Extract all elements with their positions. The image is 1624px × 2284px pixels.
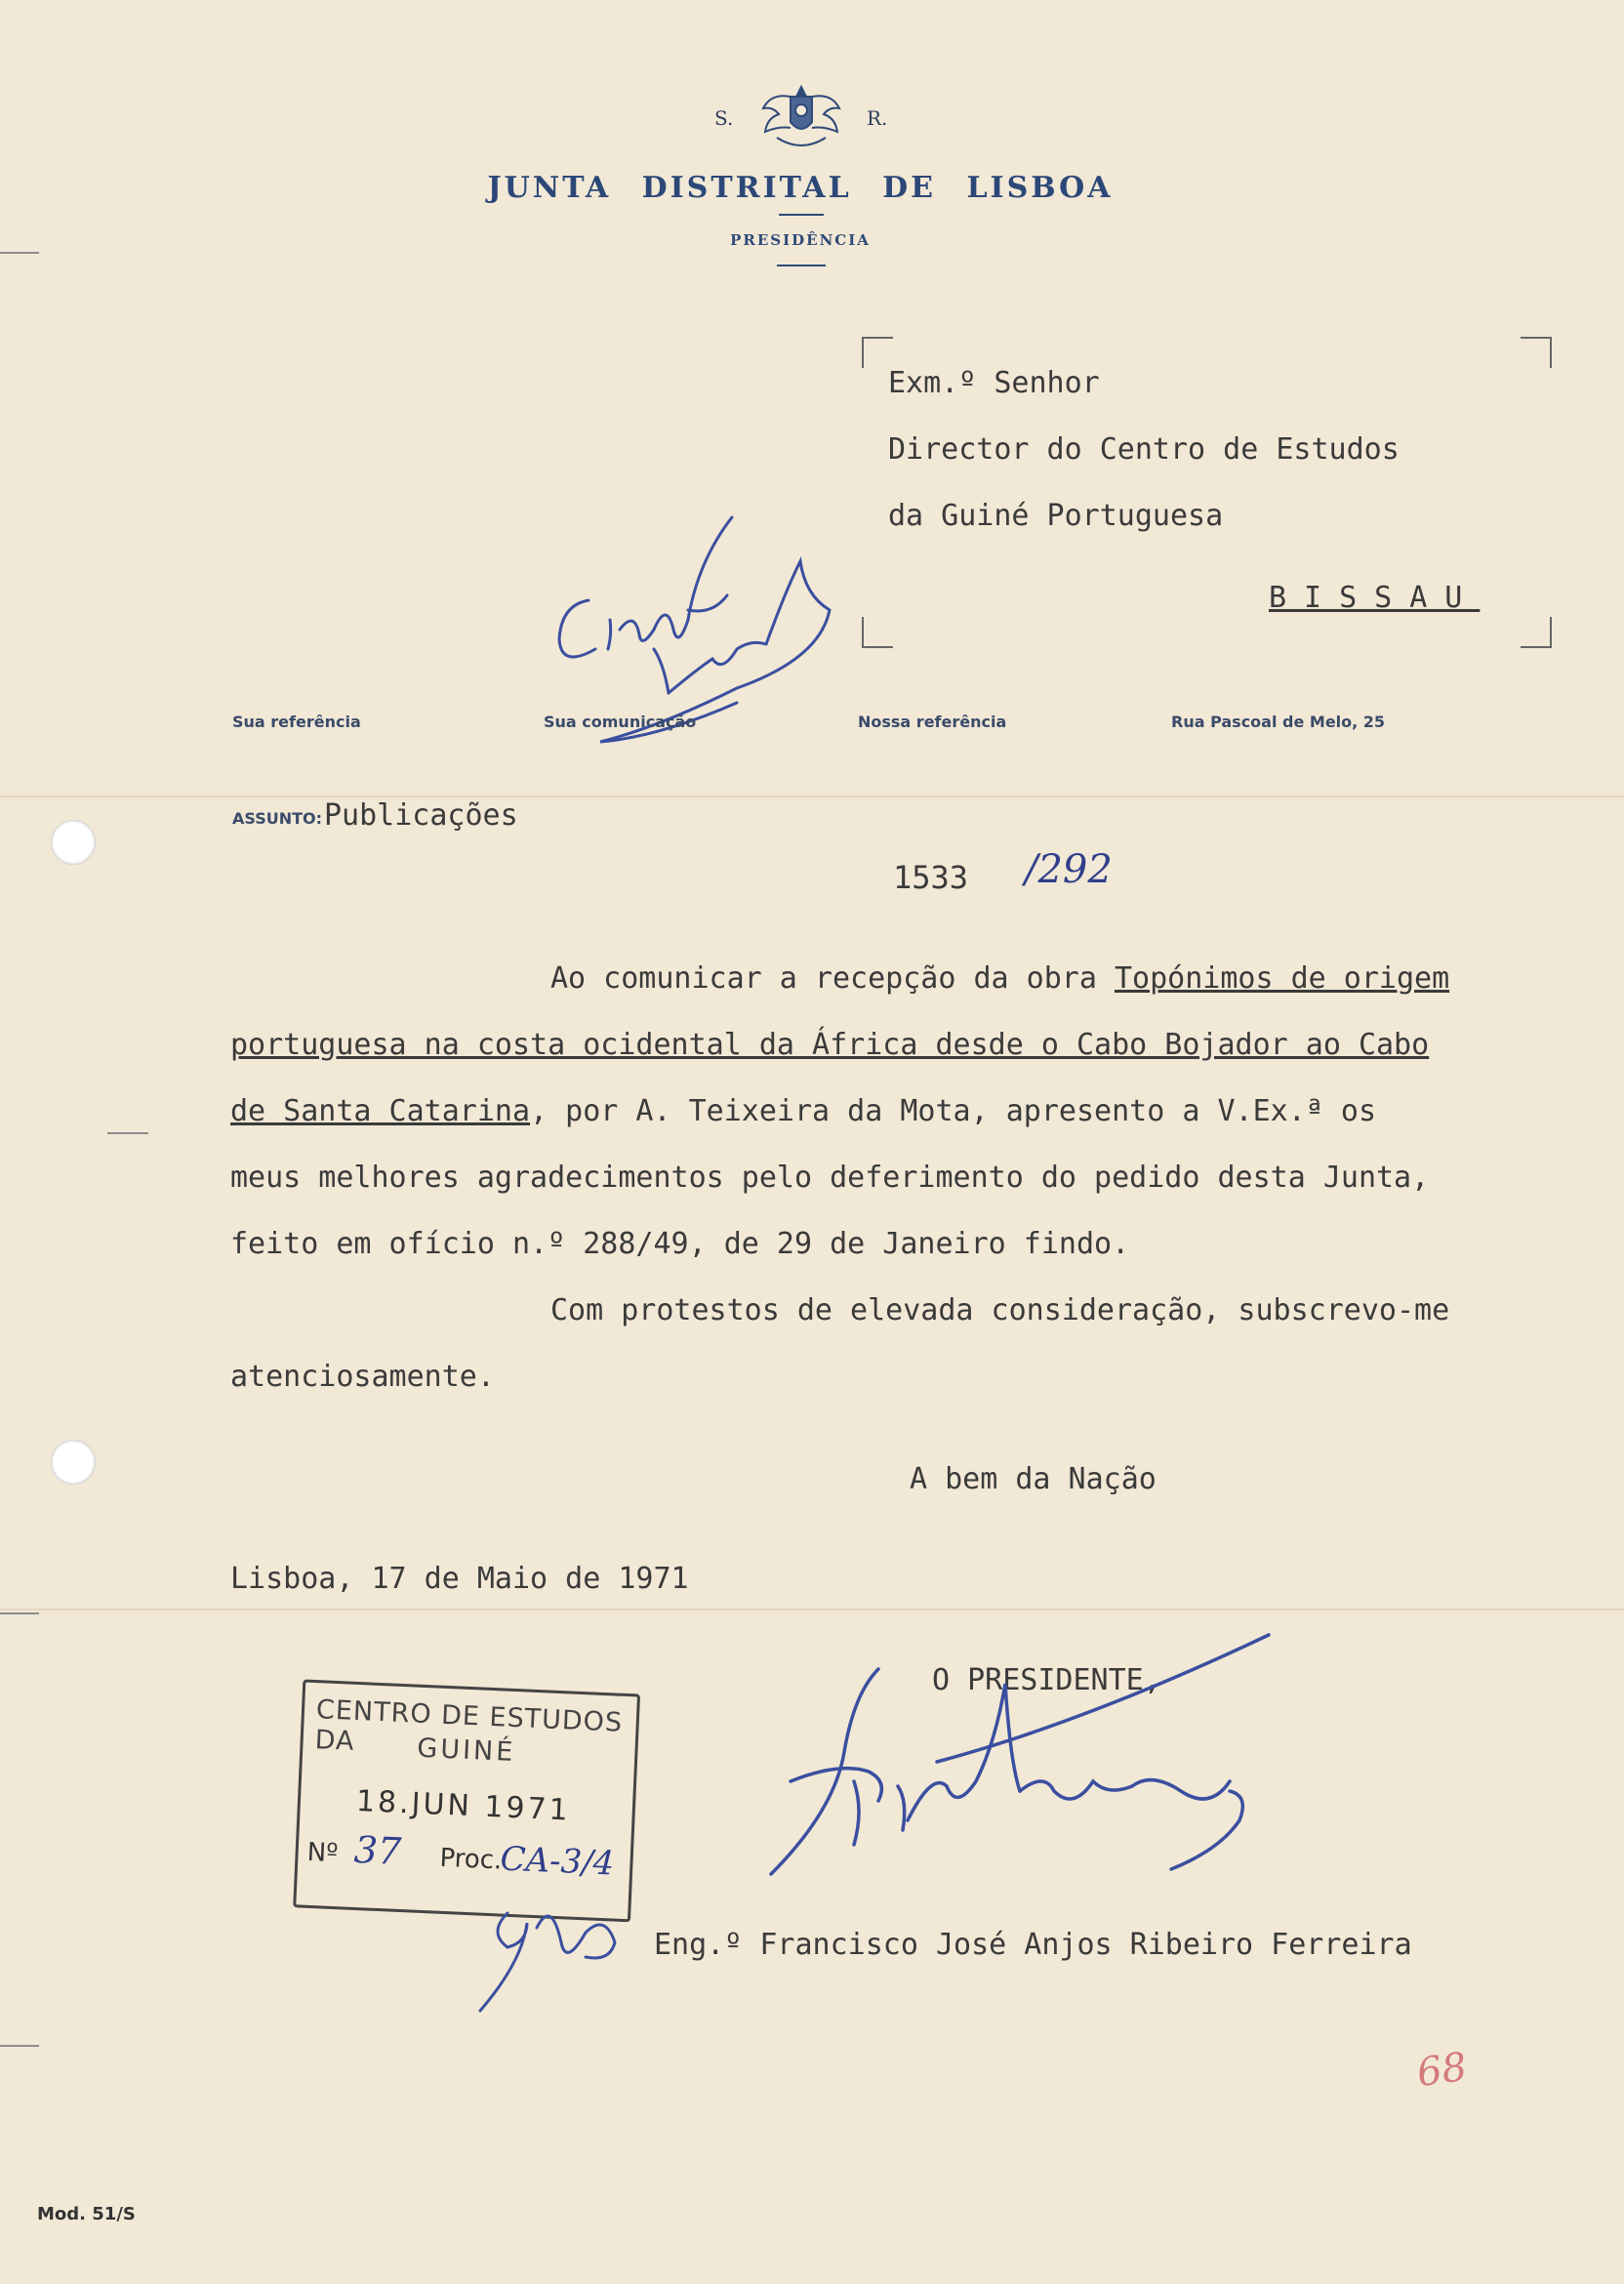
body-line-3: de Santa Catarina, por A. Teixeira da Mota, apresento a V.Ex.ª os [230, 1094, 1376, 1128]
stamp-number-label: Nº [306, 1837, 339, 1869]
signatory-name: Eng.º Francisco José Anjos Ribeiro Ferreira [654, 1928, 1412, 1962]
assunto-label: ASSUNTO: [232, 809, 323, 828]
closing-salutation: A bem da Nação [910, 1462, 1157, 1496]
body-line-6: Com protestos de elevada consideração, subscrevo-me [550, 1293, 1450, 1327]
field-nossa-referencia: Nossa referência [858, 713, 1007, 731]
letterhead-divider [779, 214, 824, 216]
field-sua-referencia: Sua referência [232, 713, 361, 731]
letterhead-s: S. [714, 106, 734, 130]
reference-number-typed: 1533 [893, 859, 969, 896]
recipient-line-2: Director do Centro de Estudos [888, 432, 1400, 467]
edge-mark [0, 1612, 39, 1614]
edge-mark [107, 1132, 148, 1134]
stamp-date: 18.JUN 1971 [355, 1783, 572, 1828]
address-window-corner [862, 617, 893, 648]
punch-hole [51, 820, 96, 865]
stamp-number-value: 37 [352, 1827, 403, 1874]
field-sua-comunicacao: Sua comunicação [544, 713, 697, 731]
address-window-corner [1521, 617, 1552, 648]
recipient-city: BISSAU [1269, 581, 1481, 615]
coat-of-arms-icon [757, 83, 845, 156]
paper-fold-line [0, 795, 1624, 797]
archive-page-number: 68 [1414, 2044, 1470, 2097]
punch-hole [51, 1440, 96, 1485]
edge-mark [0, 252, 39, 254]
form-code: Mod. 51/S [37, 2204, 136, 2224]
body-line-2: portuguesa na costa ocidental da África desde o Cabo Bojador ao Cabo [230, 1028, 1430, 1062]
president-signature [761, 1625, 1279, 1889]
place-and-date: Lisboa, 17 de Maio de 1971 [230, 1562, 689, 1596]
book-title-part-3: de Santa Catarina [230, 1094, 531, 1128]
organization-name: JUNTA DISTRITAL DE LISBOA [487, 171, 1114, 205]
body-line-4: meus melhores agradecimentos pelo deferimento do pedido desta Junta, [230, 1161, 1430, 1195]
recipient-line-1: Exm.º Senhor [888, 366, 1100, 400]
field-address: Rua Pascoal de Melo, 25 [1171, 713, 1386, 731]
paper-fold-line [0, 1609, 1624, 1611]
stamp-process-value: CA-3/4 [499, 1839, 616, 1884]
address-window-corner [862, 337, 893, 368]
stamp-institution-line-1: CENTRO DE ESTUDOS DA [314, 1694, 624, 1757]
reference-number-handwritten: /292 [1025, 847, 1113, 892]
body-line-5: feito em ofício n.º 288/49, de 29 de Janeiro findo. [230, 1227, 1130, 1261]
signatory-title: O PRESIDENTE, [932, 1663, 1161, 1697]
recipient-line-3: da Guiné Portuguesa [888, 499, 1224, 533]
assunto-value: Publicações [324, 798, 518, 833]
edge-mark [0, 2045, 39, 2047]
body-line-7: atenciosamente. [230, 1360, 495, 1394]
body-line-1: Ao comunicar a recepção da obra Topónimos de origem [550, 961, 1450, 996]
stamp-process-label: Proc. [438, 1843, 503, 1876]
letterhead-r: R. [867, 106, 888, 130]
letterhead-divider [777, 265, 826, 266]
department-name: PRESIDÊNCIA [730, 231, 871, 249]
handwritten-initials [468, 1874, 693, 2020]
book-title-part-1: Topónimos de origem [1114, 961, 1450, 996]
address-window-corner [1521, 337, 1552, 368]
stamp-institution-line-2: GUINÉ [416, 1733, 516, 1769]
